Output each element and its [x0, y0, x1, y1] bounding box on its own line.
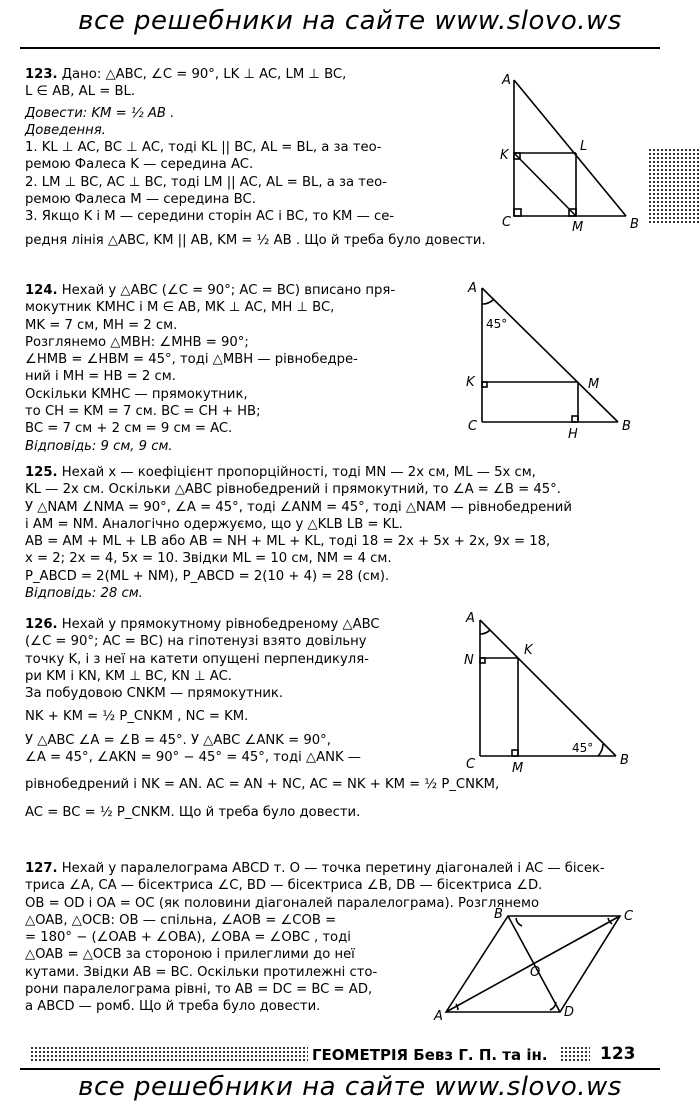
figure-124: [462, 278, 642, 444]
text-line: KL — 2x см. Оскільки △ABC рівнобедрений і прямокутний, то ∠A = ∠B = 45°.: [25, 482, 561, 498]
text-line: а ABCD — ромб. Що й треба було довести.: [25, 999, 321, 1015]
label-M: M: [512, 761, 524, 776]
text-line: У △NAM ∠NMA = 90°, ∠A = 45°, тоді ∠ANM = 45°, тоді △NAM — рівнобедрений: [25, 499, 572, 515]
text-line: △OAB = △OCB за стороною і прилеглими до неї: [25, 947, 355, 963]
text-line: мокутник KMHC і M ∈ AB, MK ⊥ AC, MH ⊥ BC,: [25, 300, 335, 316]
label-N: N: [464, 653, 474, 668]
text-line: AC = BC = ½ P_CNKM. Що й треба було довести.: [25, 804, 361, 820]
text-line: AB = AM + ML + LB або AB = NH + ML + KL, тоді 18 = 2x + 5x + 2x, 9x = 18,: [25, 534, 551, 550]
text-line: рівнобедрений і NK = AN. AC = AN + NC, AC = NK + KM = ½ P_CNKM,: [25, 777, 500, 793]
label-B: B: [630, 217, 639, 232]
label-H: H: [568, 427, 578, 442]
label-A: A: [466, 611, 475, 626]
label-L: L: [580, 139, 588, 154]
text-line: ∠A = 45°, ∠AKN = 90° − 45° = 45°, тоді △ANK —: [25, 750, 361, 766]
problem-number: 123.: [25, 67, 58, 82]
text-line: редня лінія △ABC, KM || AB, KM = ½ AB . Що й треба було довести.: [25, 232, 486, 248]
problem-number: 126.: [25, 617, 58, 632]
text-line: точку K, і з неї на катети опущені перпендикуля-: [25, 651, 369, 667]
label-A: A: [468, 281, 477, 296]
label-C: C: [466, 757, 476, 772]
label-A: A: [434, 1009, 443, 1024]
problem-124: [25, 282, 465, 455]
text-line: рони паралелограма рівні, то AB = DC = BC = AD,: [25, 982, 373, 998]
label-K: K: [524, 643, 533, 658]
footer-pattern-right: [560, 1046, 590, 1062]
label-B: B: [620, 753, 629, 768]
text-line: 3. Якщо K і M — середини сторін AC і BC, то KM — се-: [25, 209, 395, 225]
text-line: BC = 7 см + 2 см = 9 см = AC.: [25, 421, 233, 437]
figure-123: [496, 66, 646, 236]
label-C: C: [468, 419, 478, 434]
text-line: Відповідь: 28 см.: [25, 586, 143, 602]
text-line: OB = OD і OA = OC (як половини діагоналей паралелограма). Розглянемо: [25, 895, 540, 911]
text-line: Відповідь: 9 см, 9 см.: [25, 438, 173, 454]
problem-number: 125.: [25, 465, 58, 480]
text-line: Довести: KM = ½ AB .: [25, 105, 175, 121]
text-line: Нехай у △ABC (∠C = 90°; AC = BC) вписано пря-: [61, 283, 396, 298]
label-B: B: [494, 907, 503, 922]
text-line: P_ABCD = 2(ML + NM), P_ABCD = 2(10 + 4) = 28 (см).: [25, 568, 390, 584]
text-line: MK = 7 см, MH = 2 см.: [25, 317, 178, 333]
label-A: A: [502, 73, 511, 88]
top-banner: все решебники на сайте www.slovo.ws: [78, 6, 622, 36]
text-line: L ∈ AB, AL = BL.: [25, 84, 136, 100]
label-D: D: [564, 1005, 575, 1020]
text-line: NK + KM = ½ P_CNKM , NC = KM.: [25, 709, 249, 725]
text-line: ний і MH = HB = 2 см.: [25, 369, 176, 385]
text-line: триса ∠A, CA — бісектриса ∠C, BD — бісектриса ∠B, DB — бісектриса ∠D.: [25, 878, 543, 894]
text-line: x = 2; 2x = 4, 5x = 10. Звідки ML = 10 см, NM = 4 см.: [25, 551, 392, 567]
problem-125: [25, 464, 675, 602]
figure-126: [460, 608, 640, 780]
label-C: C: [502, 215, 512, 230]
text-line: Нехай x — коефіцієнт пропорційності, тоді MN — 2x см, ML — 5x см,: [61, 465, 536, 480]
label-K: K: [500, 148, 509, 163]
top-rule: [20, 47, 660, 49]
page-number: 123: [600, 1044, 636, 1064]
text-line: У △ABC ∠A = ∠B = 45°. У △ABC ∠ANK = 90°,: [25, 732, 331, 748]
text-line: 1. KL ⊥ AC, BC ⊥ AC, тоді KL || BC, AL = BL, а за тео-: [25, 140, 382, 156]
text-line: 2. LM ⊥ BC, AC ⊥ BC, тоді LM || AC, AL = BL, а за тео-: [25, 174, 387, 190]
bottom-rule: [20, 1068, 660, 1070]
text-line: = 180° − (∠OAB + ∠OBA), ∠OBA = ∠OBC , тоді: [25, 930, 351, 946]
label-K: K: [466, 375, 475, 390]
problem-number: 127.: [25, 861, 58, 876]
label-B: B: [622, 419, 631, 434]
text-line: Оскільки KMHC — прямокутник,: [25, 386, 248, 402]
text-line: і AM = NM. Аналогічно одержуємо, що у △KLB LB = KL.: [25, 516, 403, 532]
text-line: Нехай у прямокутному рівнобедреному △ABC: [61, 617, 380, 632]
footer-title: ГЕОМЕТРІЯ Бевз Г. П. та ін.: [312, 1046, 548, 1064]
text-line: Доведення.: [25, 122, 106, 138]
problem-number: 124.: [25, 283, 58, 298]
text-line: ремою Фалеса M — середина BC.: [25, 192, 256, 208]
problem-123: [25, 66, 485, 249]
text-line: кутами. Звідки AB = BC. Оскільки протилежні сто-: [25, 964, 378, 980]
label-angle: 45°: [572, 741, 594, 755]
text-line: За побудовою CNKM — прямокутник.: [25, 686, 284, 702]
label-O: O: [530, 965, 541, 980]
text-line: Нехай у паралелограма ABCD т. O — точка перетину діагоналей і AC — бісек-: [61, 861, 605, 876]
text-line: △OAB, △OCB: OB — спільна, ∠AOB = ∠COB =: [25, 912, 337, 928]
bottom-banner: все решебники на сайте www.slovo.ws: [78, 1072, 622, 1102]
text-line: Розглянемо △MBH: ∠MHB = 90°;: [25, 334, 249, 350]
footer-pattern-left: [30, 1046, 308, 1062]
text-line: Дано: △ABC, ∠C = 90°, LK ⊥ AC, LM ⊥ BC,: [61, 67, 347, 82]
figure-127: [430, 904, 650, 1024]
label-C: C: [624, 909, 634, 924]
text-line: то CH = KM = 7 см. BC = CH + HB;: [25, 404, 261, 420]
text-line: ри KM і KN, KM ⊥ BC, KN ⊥ AC.: [25, 668, 232, 684]
text-line: ремою Фалеса K — середина AC.: [25, 157, 254, 173]
label-M: M: [572, 220, 584, 235]
label-M: M: [588, 377, 600, 392]
text-line: (∠C = 90°; AC = BC) на гіпотенузі взято довільну: [25, 634, 367, 650]
side-pattern: [648, 148, 700, 223]
label-angle: 45°: [486, 317, 508, 331]
text-line: ∠HMB = ∠HBM = 45°, тоді △MBH — рівнобедре-: [25, 352, 358, 368]
